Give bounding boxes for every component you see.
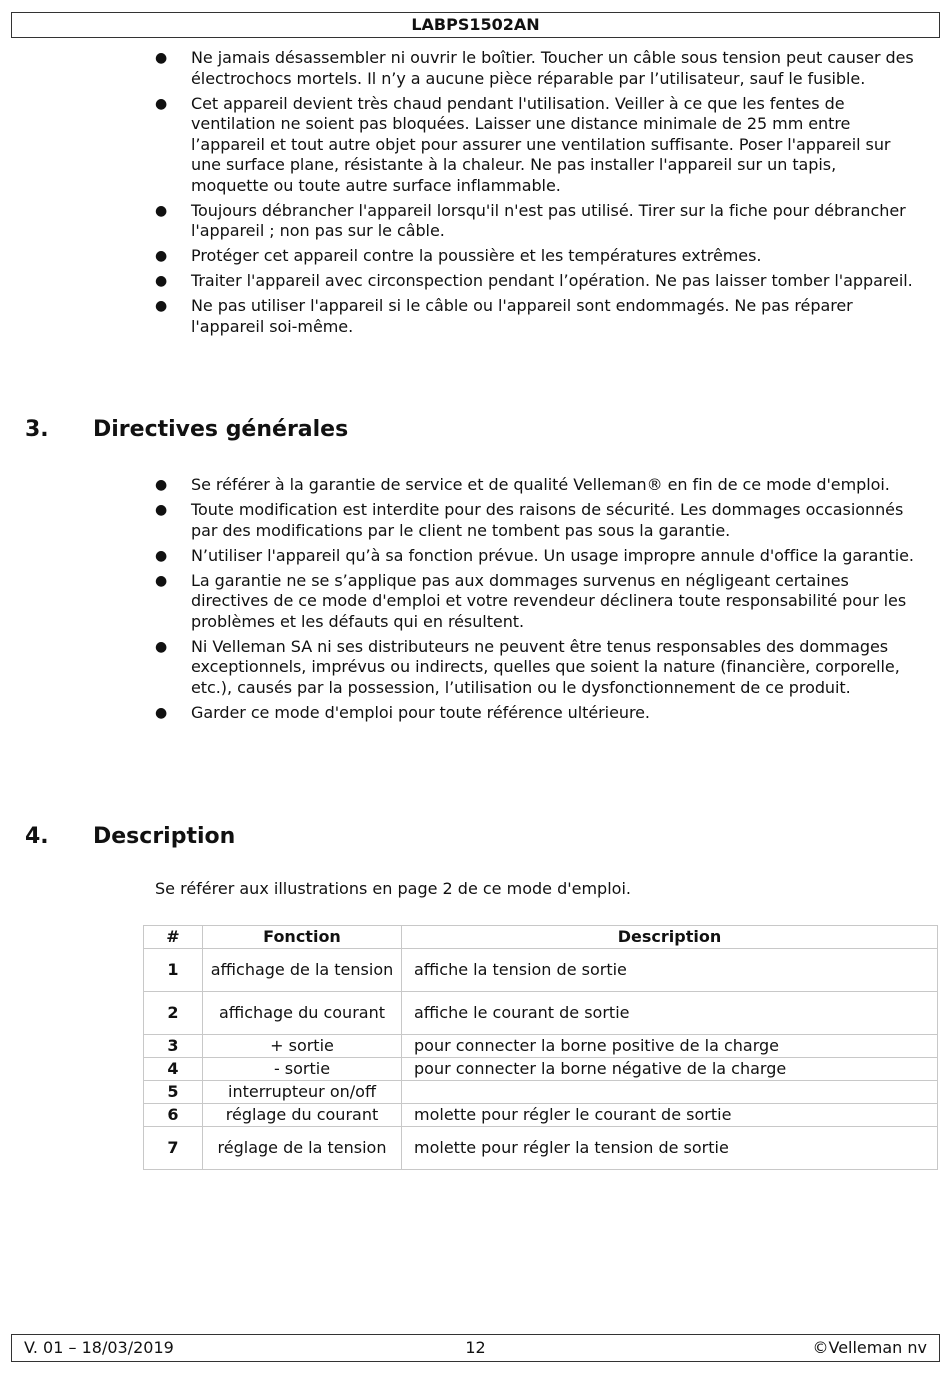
bullet-icon: ● bbox=[155, 704, 168, 721]
footer-copyright: ©Velleman nv bbox=[812, 1338, 927, 1357]
section-3-heading bbox=[25, 416, 348, 444]
bullet-icon: ● bbox=[155, 298, 168, 314]
bullet-icon: ● bbox=[155, 95, 168, 112]
column-header-number: # bbox=[144, 926, 203, 949]
cell-number: 7 bbox=[144, 1127, 203, 1170]
cell-number: 1 bbox=[144, 949, 203, 992]
list-item: ● Garder ce mode d'emploi pour toute référence ultérieure. bbox=[155, 702, 650, 722]
cell-description: molette pour régler la tension de sortie bbox=[402, 1127, 938, 1170]
list-item: ● La garantie ne se s’applique pas aux dommages survenus en négligeant certaines directives de ce mode d'emploi et votre revendeur déclinera toute responsabilité pour les problèmes et les défauts qui en résultent. bbox=[155, 570, 907, 631]
cell-fonction: interrupteur on/off bbox=[203, 1081, 402, 1104]
list-item: ● N’utiliser l'appareil qu’à sa fonction prévue. Un usage impropre annule d'office la garantie. bbox=[155, 545, 914, 565]
cell-fonction: réglage du courant bbox=[203, 1104, 402, 1127]
page-footer bbox=[11, 1334, 940, 1362]
header-title: LABPS1502AN bbox=[411, 15, 540, 34]
bullet-icon: ● bbox=[155, 502, 168, 518]
safety-bullet-list bbox=[155, 48, 915, 342]
cell-fonction: + sortie bbox=[203, 1035, 402, 1058]
cell-fonction: affichage du courant bbox=[203, 992, 402, 1035]
footer-version: V. 01 – 18/03/2019 bbox=[24, 1338, 174, 1357]
list-item: ● Cet appareil devient très chaud pendant l'utilisation. Veiller à ce que les fentes de ventilation ne soient pas bloquées. Laisser une distance minimale de 25 mm entre l’appareil et tout autre objet pour assurer une ventilation suffisante. Poser l'appareil sur une surface plane, résistante à la chaleur. Ne pas installer l'appareil sur un tapis, moquette ou toute autre surface inflammable. bbox=[155, 93, 891, 195]
section-number: 3. bbox=[25, 417, 49, 442]
table-header-row bbox=[144, 926, 938, 949]
list-item: ● Ne pas utiliser l'appareil si le câble ou l'appareil sont endommagés. Ne pas réparer l'appareil soi-même. bbox=[155, 296, 853, 336]
bullet-icon: ● bbox=[155, 202, 168, 219]
cell-number: 2 bbox=[144, 992, 203, 1035]
column-header-fonction: Fonction bbox=[203, 926, 402, 949]
cell-number: 3 bbox=[144, 1035, 203, 1058]
table-row bbox=[144, 992, 938, 1035]
section-number: 4. bbox=[25, 824, 49, 849]
page-header bbox=[11, 12, 940, 38]
bullet-icon: ● bbox=[155, 638, 168, 655]
cell-number: 5 bbox=[144, 1081, 203, 1104]
table-row bbox=[144, 949, 938, 992]
section-4-intro: Se référer aux illustrations en page 2 de ce mode d'emploi. bbox=[155, 879, 631, 898]
bullet-icon: ● bbox=[155, 273, 168, 289]
bullet-icon: ● bbox=[155, 572, 168, 589]
table-row bbox=[144, 1127, 938, 1170]
cell-number: 4 bbox=[144, 1058, 203, 1081]
cell-description: pour connecter la borne positive de la charge bbox=[402, 1035, 938, 1058]
bullet-icon: ● bbox=[155, 547, 168, 564]
cell-fonction: réglage de la tension bbox=[203, 1127, 402, 1170]
table-row bbox=[144, 1058, 938, 1081]
bullet-icon: ● bbox=[155, 248, 168, 264]
cell-fonction: - sortie bbox=[203, 1058, 402, 1081]
list-item: ● Toute modification est interdite pour des raisons de sécurité. Les dommages occasionnés par des modifications par le client ne tombent pas sous la garantie. bbox=[155, 500, 904, 540]
table-row bbox=[144, 1081, 938, 1104]
cell-description: pour connecter la borne négative de la charge bbox=[402, 1058, 938, 1081]
list-item: ● Ni Velleman SA ni ses distributeurs ne peuvent être tenus responsables des dommages exceptionnels, imprévus ou indirects, quelles que soient la nature (financière, corporelle, etc.), causés par la possession, l’utilisation ou le dysfonctionnement de ce produit. bbox=[155, 636, 900, 697]
bullet-icon: ● bbox=[155, 477, 168, 493]
cell-description bbox=[402, 1081, 938, 1104]
list-item: ● Toujours débrancher l'appareil lorsqu'il n'est pas utilisé. Tirer sur la fiche pour débrancher l'appareil ; non pas sur le câble. bbox=[155, 200, 906, 240]
list-item: ● Ne jamais désassembler ni ouvrir le boîtier. Toucher un câble sous tension peut causer des électrochocs mortels. Il n’y a aucune pièce réparable par l’utilisateur, sauf le fusible. bbox=[155, 48, 914, 88]
list-item: ● Se référer à la garantie de service et de qualité Velleman® en fin de ce mode d'emploi. bbox=[155, 475, 890, 494]
section-title: Directives générales bbox=[93, 417, 349, 442]
cell-description: molette pour régler le courant de sortie bbox=[402, 1104, 938, 1127]
column-header-description: Description bbox=[402, 926, 938, 949]
table-row bbox=[144, 1035, 938, 1058]
general-directives-list bbox=[155, 475, 915, 728]
list-item: ● Protéger cet appareil contre la poussière et les températures extrêmes. bbox=[155, 246, 762, 265]
description-table bbox=[143, 925, 938, 1170]
cell-number: 6 bbox=[144, 1104, 203, 1127]
section-title: Description bbox=[93, 824, 236, 849]
table-row bbox=[144, 1104, 938, 1127]
section-4-heading bbox=[25, 823, 235, 851]
bullet-icon: ● bbox=[155, 50, 168, 66]
cell-description: affiche le courant de sortie bbox=[402, 992, 938, 1035]
footer-page-number: 12 bbox=[465, 1338, 486, 1357]
list-item: ● Traiter l'appareil avec circonspection pendant l’opération. Ne pas laisser tomber l'appareil. bbox=[155, 271, 913, 290]
cell-fonction: affichage de la tension bbox=[203, 949, 402, 992]
cell-description: affiche la tension de sortie bbox=[402, 949, 938, 992]
